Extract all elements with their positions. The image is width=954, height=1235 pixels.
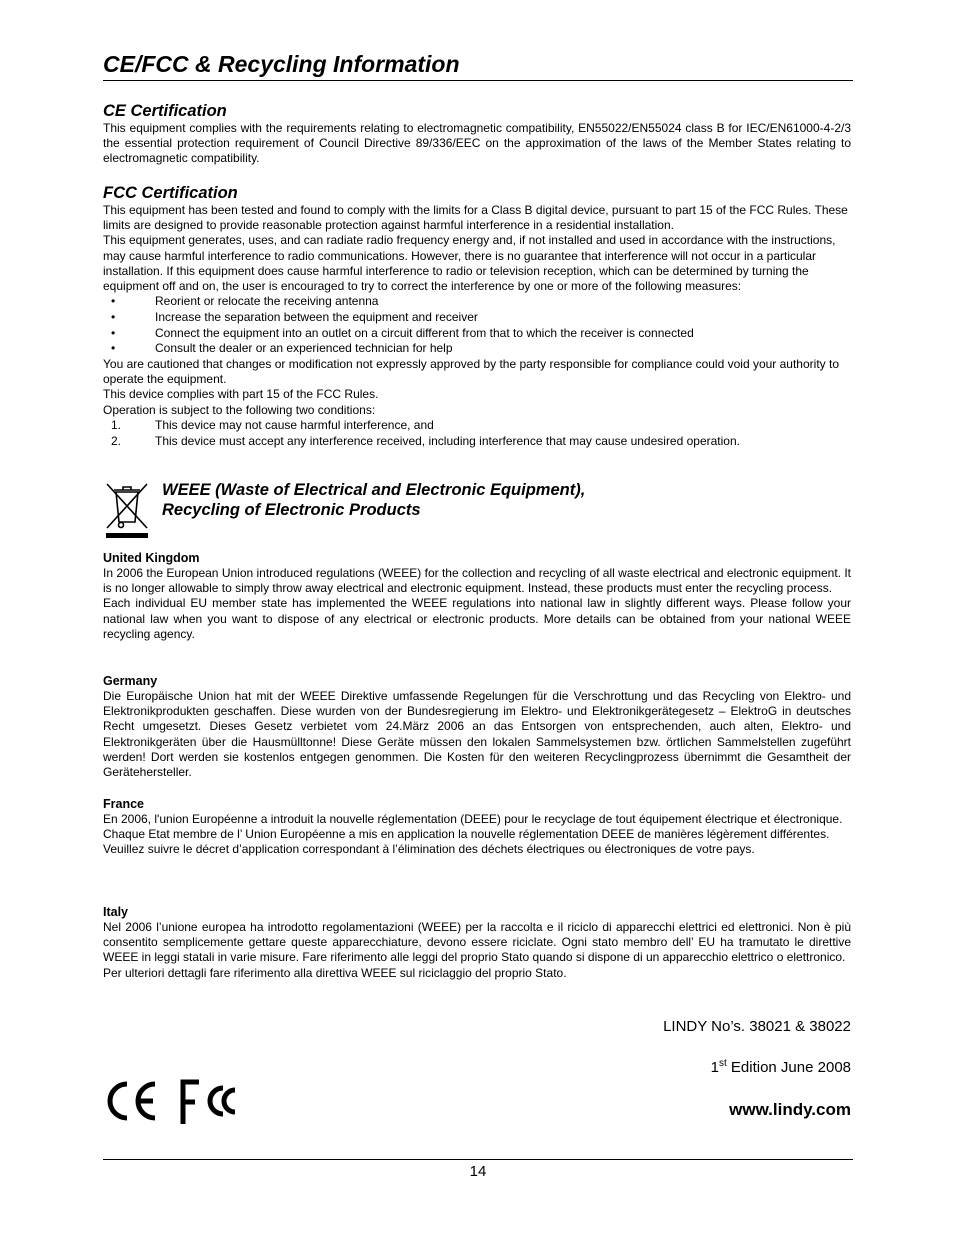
page-title: CE/FCC & Recycling Information: [103, 51, 460, 77]
france-paragraph-2: Chaque Etat membre de l’ Union Européenne a mis en application la nouvelle réglementation DEEE de manières légèrement différentes. Veuillez suivre le décret d’application correspondant à l’élimination des déchets électriques ou électroniques de votre pays.: [103, 827, 830, 857]
header-rule: [103, 80, 853, 81]
certification-logos: [103, 1076, 253, 1126]
website-link[interactable]: www.lindy.com: [729, 1100, 851, 1119]
italy-paragraph-2: Per ulteriori dettagli fare riferimento alla direttiva WEEE sul riciclaggio del proprio Stato.: [103, 965, 567, 980]
list-item: • Consult the dealer or an experienced technician for help: [111, 341, 453, 356]
italy-section: [103, 904, 851, 981]
fcc-paragraph-3: You are cautioned that changes or modification not expressly approved by the party responsible for compliance could void your authority to operate the equipment.: [103, 357, 839, 387]
france-paragraph-1: En 2006, l'union Européenne a introduit la nouvelle réglementation (DEEE) pour le recyclage de tout équipement électrique et électronique.: [103, 812, 843, 826]
uk-paragraph-1: In 2006 the European Union introduced regulations (WEEE) for the collection and recycling of all waste electrical and electronic equipment. It is no longer allowable to simply throw away electrical and electronic equipment. Instead, these products must enter the recycling process.: [103, 566, 851, 596]
fcc-paragraph-2: This equipment generates, uses, and can radiate radio frequency energy and, if not installed and used in accordance with the instructions, may cause harmful interference to radio communications. However, there is no guarantee that interference will not occur in a particular installation. If this equipment does cause harmful interference to radio or television reception, which can be determined by turning the equipment off and on, the user is encouraged to try to correct the interference by one or more of the following measures:: [103, 233, 836, 294]
uk-paragraph-2: Each individual EU member state has implemented the WEEE regulations into national law in slightly different ways. Please follow your national law when you want to dispose of any electrical or electronic products. More details can be obtained from your national WEEE recycling agency.: [103, 596, 851, 641]
uk-section: [103, 550, 851, 642]
list-item: • Reorient or relocate the receiving antenna: [111, 294, 379, 309]
weee-heading: WEEE (Waste of Electrical and Electronic Equipment), Recycling of Electronic Products: [162, 481, 586, 519]
ce-section: [103, 101, 851, 167]
italy-heading: Italy: [103, 905, 129, 919]
fcc-logo-icon: [183, 1082, 235, 1124]
germany-section: [103, 673, 851, 780]
fcc-paragraph-5: Operation is subject to the following two conditions:: [103, 402, 376, 417]
page-number: 14: [469, 1163, 487, 1180]
italy-paragraph-1: Nel 2006 l’unione europea ha introdotto regolamentazioni (WEEE) per la raccolta e il riciclo di apparecchi elettrici ed elettronici. Non è più consentito semplicemente gettare queste apparecchiature, devono essere riciclate. Ogni stato membro dell’ EU ha tramutato le direttive WEEE in leggi statali in varie misure. Fare riferimento alle leggi del proprio Stato quando si dispone di un apparecchio elettrico o elettronico.: [103, 920, 851, 965]
ce-mark-icon: [110, 1084, 155, 1118]
product-numbers: LINDY No’s. 38021 & 38022: [663, 1018, 851, 1035]
fcc-paragraph-1: This equipment has been tested and found to comply with the limits for a Class B digital device, pursuant to part 15 of the FCC Rules. These limits are designed to provide reasonable protection against harmful interference in a residential installation.: [103, 203, 848, 233]
france-section: [103, 796, 851, 858]
fcc-paragraph-4: This device complies with part 15 of the FCC Rules.: [103, 387, 379, 402]
fcc-section: [103, 183, 851, 449]
fcc-heading: FCC Certification: [103, 184, 238, 202]
crossed-out-wheelie-bin-icon: [105, 480, 149, 540]
list-item: • Increase the separation between the equipment and receiver: [111, 309, 478, 324]
germany-paragraph: Die Europäische Union hat mit der WEEE Direktive umfassende Regelungen für die Verschrottung und das Recycling von Elektro- und Elektronikprodukten geschaffen. Diese wurden von der Bundesregierung im Elektro- und Elektronikgerätegesetz – ElektroG in deutsches Recht umgesetzt. Dieses Gesetz verbietet vom 24.März 2006 an das Entsorgen von entsprechenden, auch alten, Elektro- und Elektronikgeräten über die Hausmülltonne! Diese Geräte müssen den lokalen Sammelsystemen bzw. örtlichen Sammelstellen zugeführt werden! Dort werden sie kostenlos entgegen genommen. Die Kosten für den weiteren Recyclingprozess übernimmt die Gesamtheit der Gerätehersteller.: [103, 689, 851, 780]
edition-line: 1st Edition June 2008: [710, 1058, 851, 1076]
uk-heading: United Kingdom: [103, 551, 200, 565]
list-item: 1. This device may not cause harmful interference, and: [111, 417, 434, 432]
list-item: 2. This device must accept any interference received, including interference that may cause undesired operation.: [111, 433, 740, 448]
ce-text: This equipment complies with the requirements relating to electromagnetic compatibility, EN55022/EN55024 class B for IEC/EN61000-4-2/3 the essential protection requirement of Council Directive 89/336/EEC on the approximation of the laws of the Member States relating to electromagnetic compatibility.: [103, 121, 851, 166]
list-item: • Connect the equipment into an outlet on a circuit different from that to which the receiver is connected: [111, 325, 694, 340]
france-heading: France: [103, 797, 144, 811]
ce-heading: CE Certification: [103, 102, 227, 120]
footer-rule: [103, 1159, 853, 1160]
germany-heading: Germany: [103, 674, 158, 688]
